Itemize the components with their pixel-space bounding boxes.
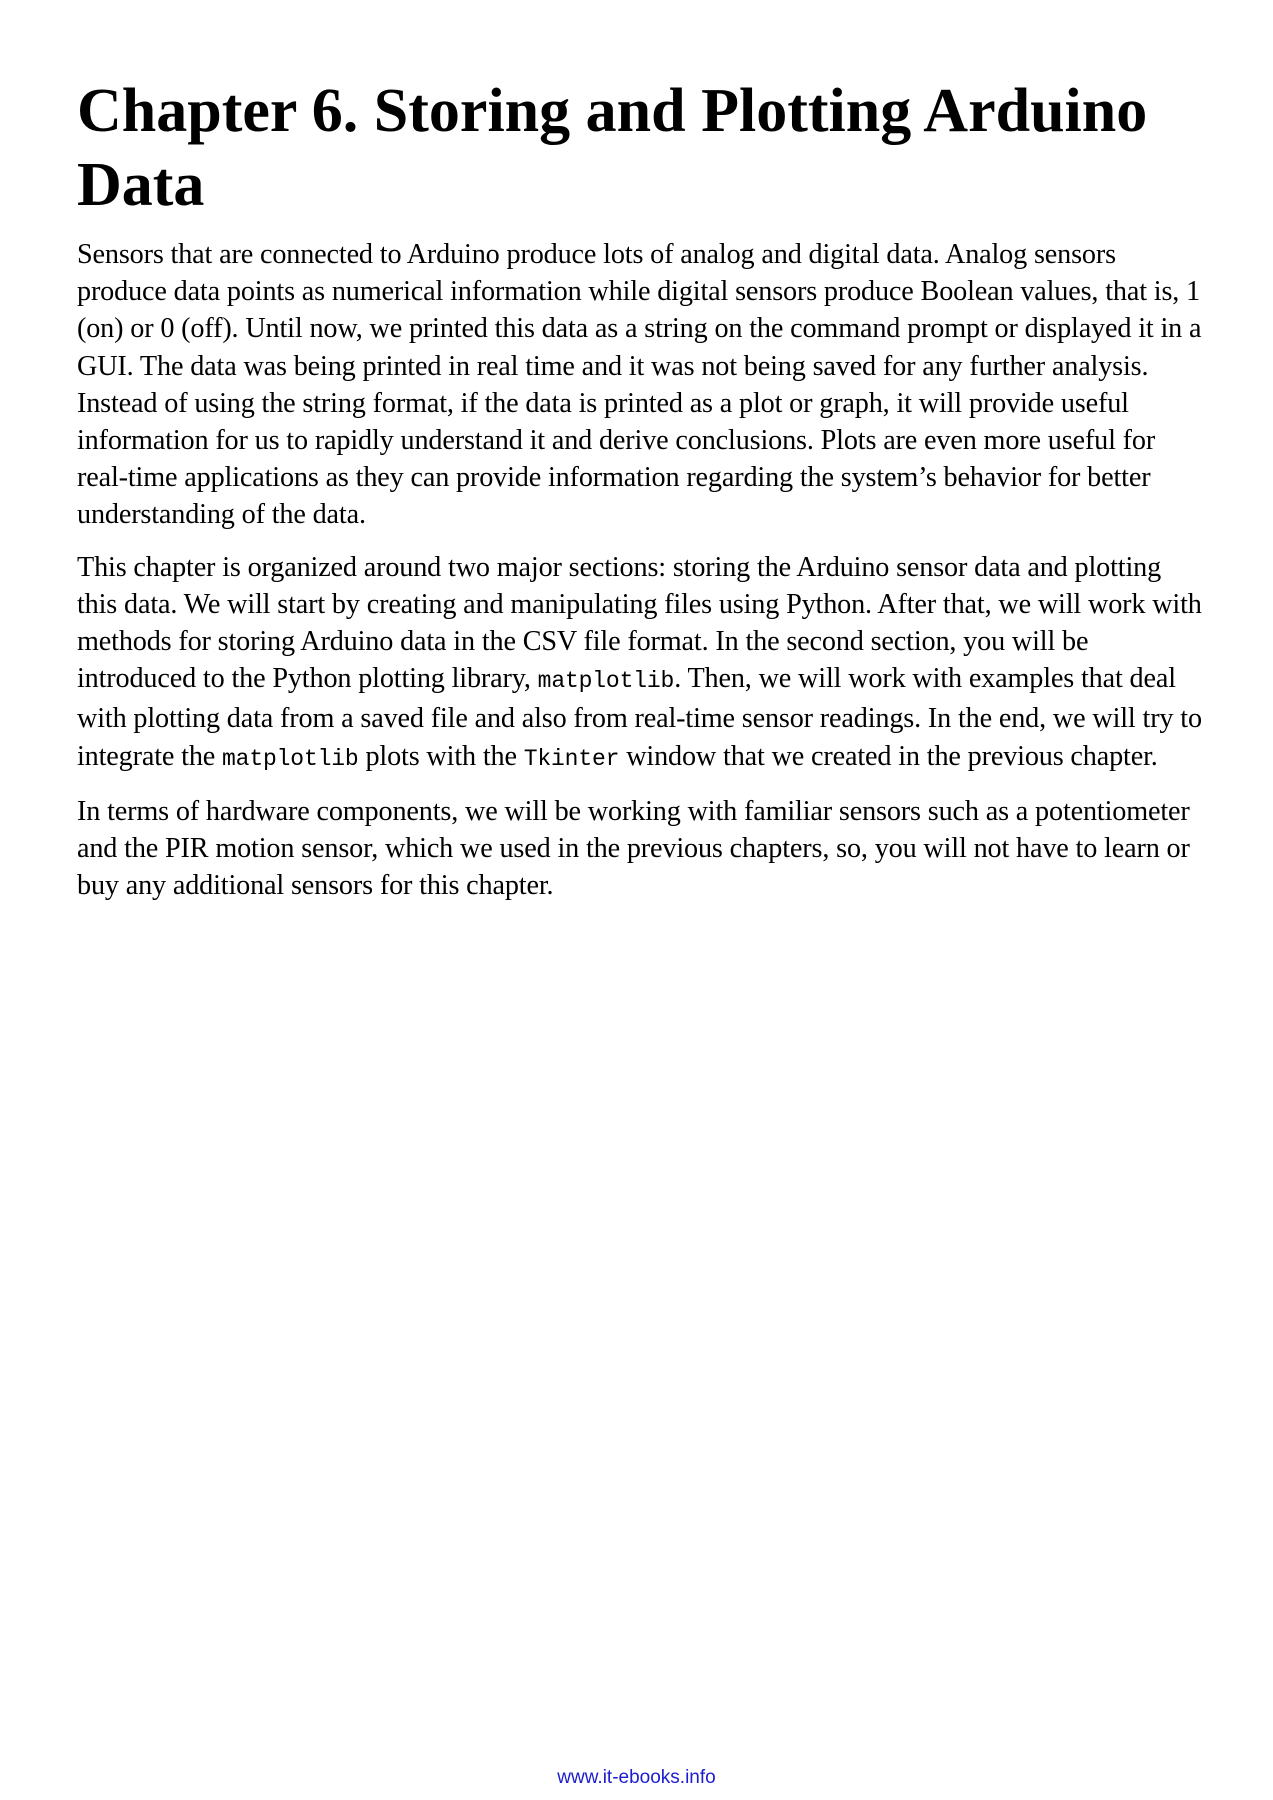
chapter-title: Chapter 6. Storing and Plotting Arduino Data (77, 77, 1148, 219)
code-tkinter: Tkinter (523, 745, 620, 772)
overview-text-3: plots with the (358, 740, 524, 772)
overview-text-1: This chapter is organized around two major sections: storing the Arduino sensor data and plotting this data. We will start by creating and manipulating files using Python. After that, we will work with methods for storing Arduino data in the CSV file format. In the second section, you will be introduced to the Python plotting library, (77, 551, 1202, 695)
code-matplotlib-2: matplotlib (222, 745, 359, 772)
code-matplotlib: matplotlib (537, 668, 675, 695)
overview-paragraph (77, 549, 1207, 778)
intro-paragraph: Sensors that are connected to Arduino produce lots of analog and digital data. Analog sensors produce data points as numerical information while digital sensors produce Boolean values, that is, 1 (on) or 0 (off). Until now, we printed this data as a string on the command prompt or displayed it in a GUI. The data was being printed in real time and it was not being saved for any further analysis. Instead of using the string format, if the data is printed as a plot or graph, it will provide useful information for us to rapidly understand it and derive conclusions. Plots are even more useful for real-time applications as they can provide information regarding the system’s behavior for better understanding of the data. (77, 239, 1202, 531)
overview-text-2: . Then, we will work with examples that deal with plotting data from a saved file and also from real-time sensor readings. In the end, we will try to integrate the (77, 663, 1202, 772)
hardware-paragraph: In terms of hardware components, we will be working with familiar sensors such as a potentiometer and the PIR motion sensor, which we used in the previous chapters, so, you will not have to learn or buy any additional sensors for this chapter. (77, 795, 1190, 902)
footer (0, 1767, 1273, 1789)
page-content (77, 74, 1207, 919)
overview-text-4: window that we created in the previous chapter. (619, 740, 1158, 772)
footer-link[interactable]: www.it-ebooks.info (557, 1767, 716, 1788)
